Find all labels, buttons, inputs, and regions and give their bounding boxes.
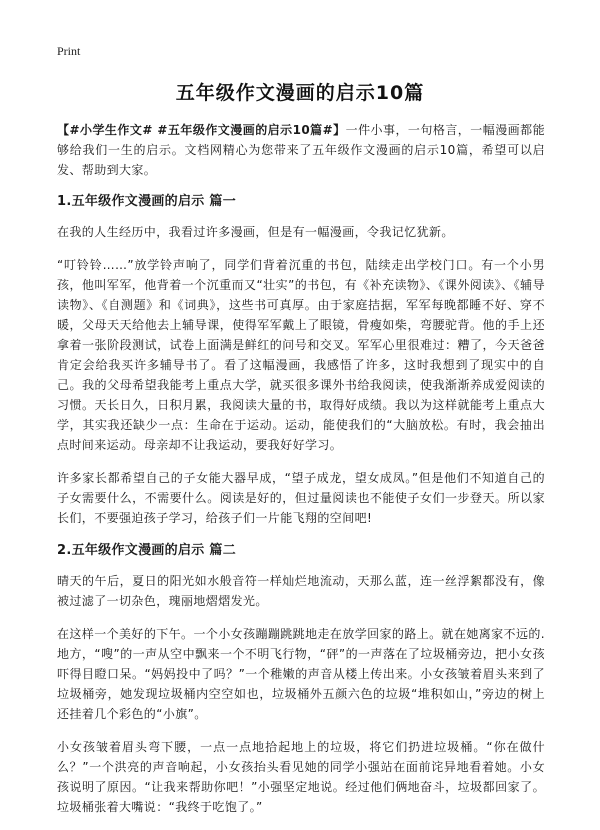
section1-paragraph-2: “叮铃铃……”放学铃声响了，同学们背着沉重的书包，陆续走出学校门口。有一个小男孩，他叫军军，他背着一个沉重而又“壮实”的书包，有《补充读物》、《课外阅读》、《辅导读物》、《自测题》和《词典》，这些书可真厚。由于家庭拮据，军军每晚都睡不好、穿不暖，父母天天给他去上辅导课，使得军军戴上了眼镜，骨瘦如柴，弯腰驼背。他的手上还拿着一张阶段测试，试卷上面满是鲜红的问号和交叉。军军心里很难过：糟了，今天爸爸肯定会给我买许多辅导书了。看了这幅漫画，我感悟了许多，这时我想到了现实中的自己。我的父母希望我能考上重点大学，就买很多课外书给我阅读，使我渐渐养成爱阅读的习惯。天长日久，日积月累，我阅读大量的书，取得好成绩。我以为这样就能考上重点大学，其实我还缺少一点：生命在于运动。运动，能使我们的“大脑放松。有时，我会抽出点时间来运动。母亲却不让我运动，要我好好学习。 — [57, 258, 545, 452]
section1-paragraph-3: 许多家长都希望自己的子女能大器早成，“望子成龙，望女成凤。”但是他们不知道自己的子女需要什么，不需要什么。阅读是好的，但过量阅读也不能使子女们一步登天。所以家长们，不要强迫孩子学习，给孩子们一片能飞翔的空间吧! — [57, 471, 545, 525]
page-title: 五年级作文漫画的启示10篇 — [175, 82, 425, 104]
section2-paragraph-3: 小女孩皱着眉头弯下腰，一点一点地拾起地上的垃圾，将它们扔进垃圾桶。“你在做什么？”一个洪亮的声音响起，小女孩抬头看见她的同学小强站在面前诧异地看着她。小女孩说明了原因。“让我来帮助你吧！”小强坚定地说。经过他们俩地奋斗，垃圾都回家了。垃圾桶张着大嘴说：“我终于吃饱了。” — [57, 740, 545, 814]
print-label: Print — [57, 44, 81, 58]
section1-paragraph-1: 在我的人生经历中，我看过许多漫画，但是有一幅漫画，令我记忆犹新。 — [57, 225, 454, 239]
section2-paragraph-2: 在这样一个美好的下午。一个小女孩蹦蹦跳跳地走在放学回家的路上。就在她离家不远的.地方，“嗖”的一声从空中飘来一个不明飞行物，“砰”的一声落在了垃圾桶旁边，把小女孩吓得目瞪口呆。“妈妈投中了吗？”一个稚嫩的声音从楼上传出来。小女孩皱着眉头来到了垃圾桶旁，她发现垃圾桶内空空如也，垃圾桶外五颜六色的垃圾“堆积如山，”旁边的树上还挂着几个彩色的“小旗”。 — [57, 627, 545, 721]
intro-text: 一件小事，一句格言，一幅漫画都能够给我们一生的启示。文档网精心为您带来了五年级作文漫画的启示10篇，希望可以启发、帮助到大家。 — [57, 123, 545, 177]
intro-tags: 【#小学生作文# #五年级作文漫画的启示10篇#】 — [57, 123, 346, 137]
section-heading-2: 2.五年级作文漫画的启示 篇二 — [57, 543, 237, 558]
article-body — [57, 120, 545, 830]
intro-paragraph — [57, 120, 545, 180]
section2-paragraph-1: 晴天的午后，夏日的阳光如水般音符一样灿烂地流动，天那么蓝，连一丝浮絮都没有，像被过滤了一切杂色，瑰丽地熠熠发光。 — [57, 574, 545, 608]
section-heading-1: 1.五年级作文漫画的启示 篇一 — [57, 194, 237, 209]
